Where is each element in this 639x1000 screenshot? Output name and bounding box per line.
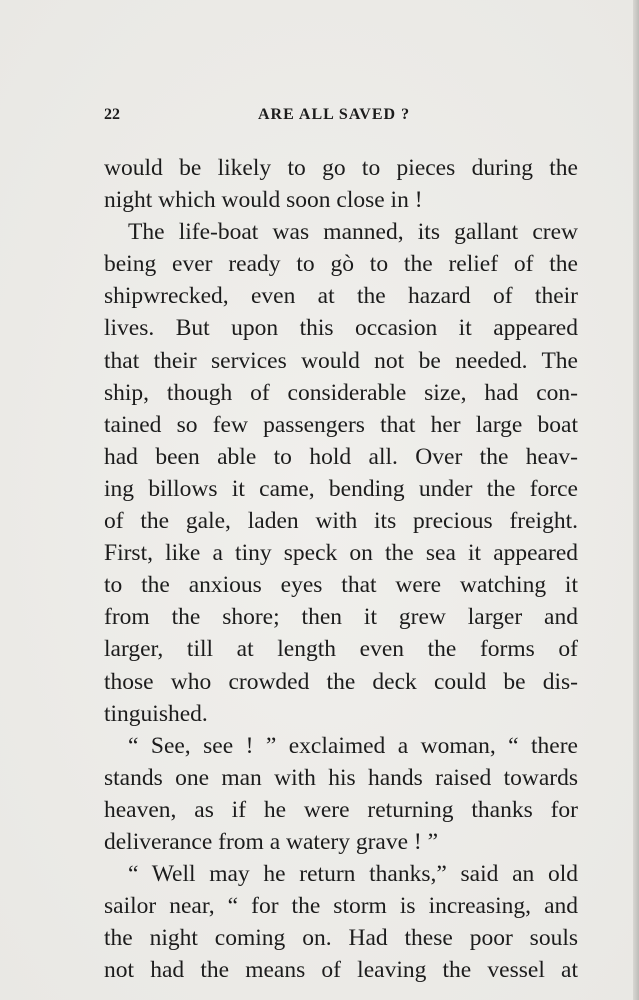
text-line: that their services would not be needed. The [104,347,578,374]
text-line: being ever ready to gò to the relief of the [104,251,578,278]
text-line: ing billows it came, bending under the force [104,475,578,502]
text-line: not had the means of leaving the vessel at [104,957,578,984]
text-line: stands one man with his hands raised towards [104,764,578,791]
text-line: to the anxious eyes that were watching it [104,572,578,599]
text-line: “ Well may he return thanks,” said an old [128,861,578,888]
text-line: ship, though of considerable size, had con- [104,379,578,406]
text-line: The life-boat was manned, its gallant crew [128,219,578,246]
page-number: 22 [104,106,120,123]
text-line: sailor near, “ for the storm is increasing, and [104,893,578,920]
page-edge [633,0,639,1000]
text-line: had been able to hold all. Over the heav- [104,443,578,470]
text-line: First, like a tiny speck on the sea it appeared [104,540,578,567]
text-line: heaven, as if he were returning thanks for [104,796,578,823]
text-line: the night coming on. Had these poor souls [104,925,578,952]
text-line: would be likely to go to pieces during the [104,155,578,181]
running-head: ARE ALL SAVED ? [258,106,411,123]
text-line: shipwrecked, even at the hazard of their [104,283,578,310]
body-text [104,152,578,986]
text-line: tinguished. [104,700,208,727]
text-line: night which would soon close in ! [104,187,423,214]
text-line: of the gale, laden with its precious freight. [104,508,578,535]
text-line: deliverance from a watery grave ! ” [104,828,439,855]
text-line: lives. But upon this occasion it appeared [104,315,578,342]
text-line: those who crowded the deck could be dis- [104,668,578,695]
text-line: from the shore; then it grew larger and [104,604,578,631]
text-line: larger, till at length even the forms of [104,636,578,663]
text-line: tained so few passengers that her large boat [104,411,578,438]
text-line: “ See, see ! ” exclaimed a woman, “ there [128,732,578,759]
